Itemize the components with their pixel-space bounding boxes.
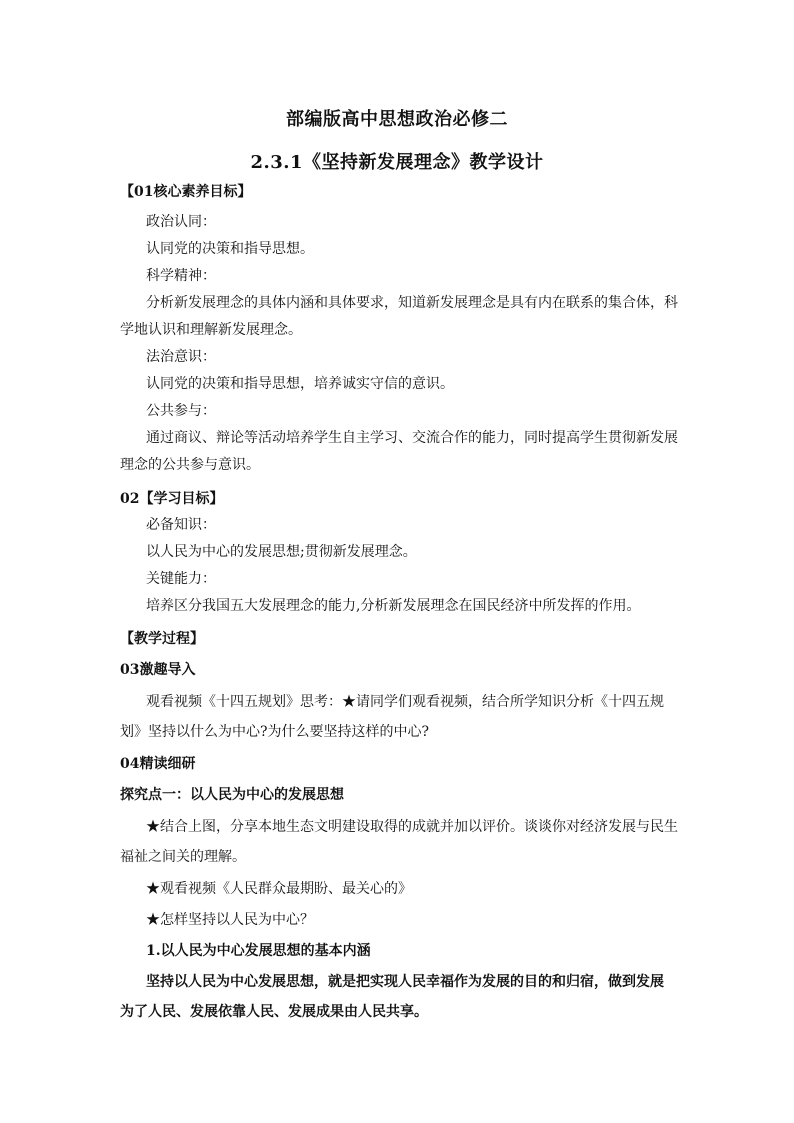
section-heading-learning-goals: 02【学习目标】 xyxy=(120,491,224,507)
text-line: 分析新发展理念的具体内涵和具体要求，知道新发展理念是具有内在联系的集合体，科 xyxy=(146,295,678,311)
text-line: 学地认识和理解新发展理念。 xyxy=(120,322,302,338)
section-heading-teaching-process: 【教学过程】 xyxy=(120,631,204,647)
text-line: 以人民为中心的发展思想;贯彻新发展理念。 xyxy=(146,544,417,560)
text-line: 公共参与： xyxy=(146,403,216,419)
text-line: 理念的公共参与意识。 xyxy=(120,457,260,473)
text-line: ★观看视频《人民群众最期盼、最关心的》 xyxy=(146,881,412,897)
text-line: 划》坚持以什么为中心?为什么要坚持这样的中心? xyxy=(120,724,430,740)
text-line: 关键能力： xyxy=(146,571,216,587)
text-line: 观看视频《十四五规划》思考：★请同学们观看视频，结合所学知识分析《十四五规 xyxy=(146,694,664,710)
text-line: 认同党的决策和指导思想，培养诚实守信的意识。 xyxy=(146,376,454,392)
text-line: 法治意识： xyxy=(146,349,216,365)
document-title: 部编版高中思想政治必修二 xyxy=(286,109,508,130)
section-heading-intro: 03激趣导入 xyxy=(120,662,196,678)
text-line: ★结合上图，分享本地生态文明建设取得的成就并加以评价。谈谈你对经济发展与民生 xyxy=(146,819,678,835)
section-heading-core-goals: 【01核心素养目标】 xyxy=(120,184,252,200)
text-line: 科学精神： xyxy=(146,268,216,284)
text-line: 必备知识： xyxy=(146,517,216,533)
text-line: 为了人民、发展依靠人民、发展成果由人民共享。 xyxy=(120,1004,428,1020)
text-line: 通过商议、辩论等活动培养学生自主学习、交流合作的能力，同时提高学生贯彻新发展 xyxy=(146,430,678,446)
text-line: 福祉之间关的理解。 xyxy=(120,849,246,865)
text-line: 政治认同： xyxy=(146,214,216,230)
document-subtitle: 2.3.1《坚持新发展理念》教学设计 xyxy=(250,152,544,173)
section-heading-exploration-1: 探究点一：以人民为中心的发展思想 xyxy=(120,787,344,803)
text-line: 认同党的决策和指导思想。 xyxy=(146,241,314,257)
text-line: ★怎样坚持以人民为中心？ xyxy=(146,912,314,928)
section-heading-close-reading: 04精读细研 xyxy=(120,756,196,772)
text-line: 坚持以人民为中心发展思想，就是把实现人民幸福作为发展的目的和归宿，做到发展 xyxy=(146,974,664,990)
subheading: 1.以人民为中心发展思想的基本内涵 xyxy=(146,943,371,959)
text-line: 培养区分我国五大发展理念的能力,分析新发展理念在国民经济中所发挥的作用。 xyxy=(146,598,641,614)
